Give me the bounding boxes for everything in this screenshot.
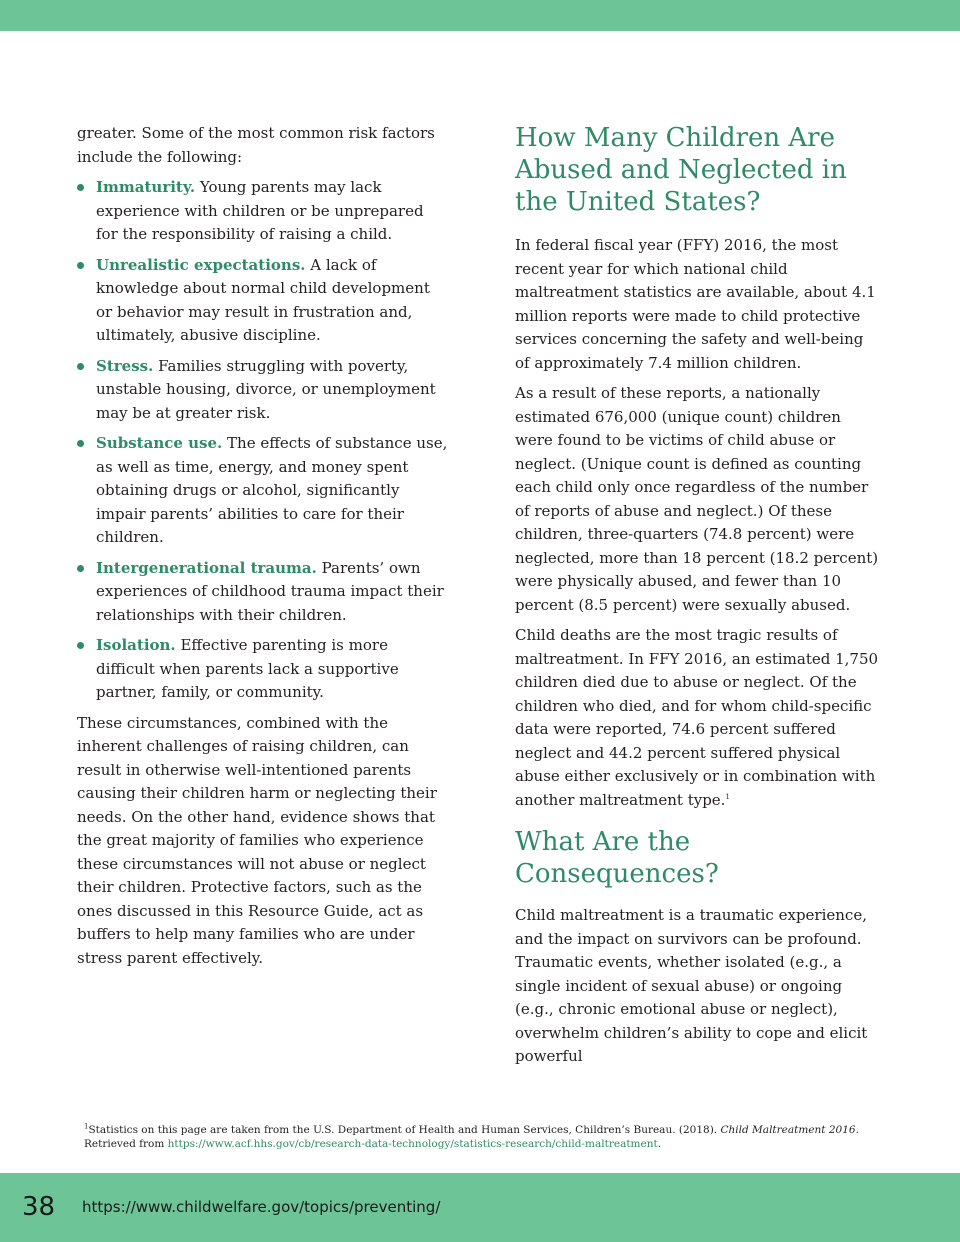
risk-description: The effects of substance use, as well as time, energy, and money spent obtaining drugs or alcohol, significantly impair parents’ abilities to care for their children. [96, 434, 448, 546]
risk-description: Young parents may lack experience with children or be unprepared for the responsibility of raising a child. [96, 178, 424, 243]
right-column [515, 122, 879, 1076]
bullet-icon [77, 565, 84, 572]
risk-term: Isolation. [96, 636, 176, 654]
section-heading-consequences: What Are the Consequences? [515, 827, 719, 889]
list-item [77, 432, 449, 550]
bullet-icon [77, 642, 84, 649]
risk-term: Immaturity. [96, 178, 196, 196]
list-item [77, 254, 449, 348]
footnote-marker: 1 [84, 1122, 89, 1131]
section-heading-how-many: How Many Children Are Abused and Neglected in the United States? [515, 123, 847, 217]
list-item [77, 176, 449, 247]
footer-url-link[interactable]: https://www.childwelfare.gov/topics/preventing/ [82, 1198, 441, 1216]
list-item [77, 557, 449, 628]
risk-factor-list [77, 176, 449, 705]
footnote-citation: Statistics on this page are taken from the U.S. Department of Health and Human Services, Children’s Bureau. (2018). [88, 1124, 718, 1136]
risk-description: A lack of knowledge about normal child development or behavior may result in frustration and, ultimately, abusive discipline. [96, 255, 430, 344]
risk-term: Stress. [96, 356, 154, 375]
risk-description: Effective parenting is more difficult when parents lack a supportive partner, family, or community. [96, 636, 399, 701]
list-item [77, 355, 449, 426]
bullet-icon [77, 184, 84, 191]
risk-term: Intergenerational trauma. [96, 558, 317, 577]
footnote-title: Child Maltreatment 2016. [720, 1124, 859, 1136]
bullet-icon [77, 262, 84, 269]
risk-description: Families struggling with poverty, unstable housing, divorce, or unemployment may be at greater risk. [96, 356, 436, 422]
bullet-icon [77, 363, 84, 370]
bullet-icon [77, 440, 84, 447]
footnote-retrieved: Retrieved from [84, 1137, 165, 1150]
top-color-band [0, 0, 960, 31]
left-column [77, 122, 449, 977]
list-item [77, 634, 449, 705]
intro-paragraph: greater. Some of the most common risk factors include the following: [77, 124, 435, 166]
page-number: 38 [22, 1192, 56, 1222]
child-deaths-text: Child deaths are the most tragic results of maltreatment. In FFY 2016, an estimated 1,750 children died due to abuse or neglect. Of the children who died, and for whom child-specific data were reported, 74.6 percent suffered neglect and 44.2 percent suffered physical abuse either exclusively or in combination with another maltreatment type. [515, 626, 879, 809]
closing-paragraph: These circumstances, combined with the inherent challenges of raising children, can result in otherwise well-intentioned parents causing their children harm or neglecting their needs. On the other hand, evidence shows that the great majority of families who experience these circumstances will not abuse or neglect their children. Protective factors, such as the ones discussed in this Resource Guide, act as buffers to help many families who are under stress parent effectively. [77, 713, 437, 967]
footnote-end: . [657, 1137, 662, 1150]
risk-term: Substance use. [96, 434, 223, 452]
statistics-paragraph-2: As a result of these reports, a nationally estimated 676,000 (unique count) children were found to be victims of child abuse or neglect. (Unique count is defined as counting each child only once regardless of the number of reports of abuse and neglect.) Of these children, three-quarters (74.8 percent) were neglected, more than 18 percent (18.2 percent) were physically abused, and fewer than 10 percent (8.5 percent) were sexually abused. [515, 384, 879, 614]
statistics-paragraph-3 [515, 624, 879, 812]
risk-term: Unrealistic expectations. [96, 255, 306, 274]
footnote-reference: 1 [725, 792, 730, 801]
consequences-paragraph: Child maltreatment is a traumatic experience, and the impact on survivors can be profound. Traumatic events, whether isolated (e.g., a single incident of sexual abuse) or ongoing (e.g., chronic emotional abuse or neglect), overwhelm children’s ability to cope and elicit powerful [515, 906, 868, 1065]
statistics-paragraph-1: In federal fiscal year (FFY) 2016, the most recent year for which national child maltreatment statistics are available, about 4.1 million reports were made to child protective services concerning the safety and well-being of approximately 7.4 million children. [515, 236, 876, 372]
risk-description: Parents’ own experiences of childhood trauma impact their relationships with their children. [96, 558, 444, 624]
footnote [84, 1124, 874, 1151]
footnote-link[interactable]: https://www.acf.hhs.gov/cb/research-data-technology/statistics-research/child-maltreatment [167, 1137, 658, 1150]
